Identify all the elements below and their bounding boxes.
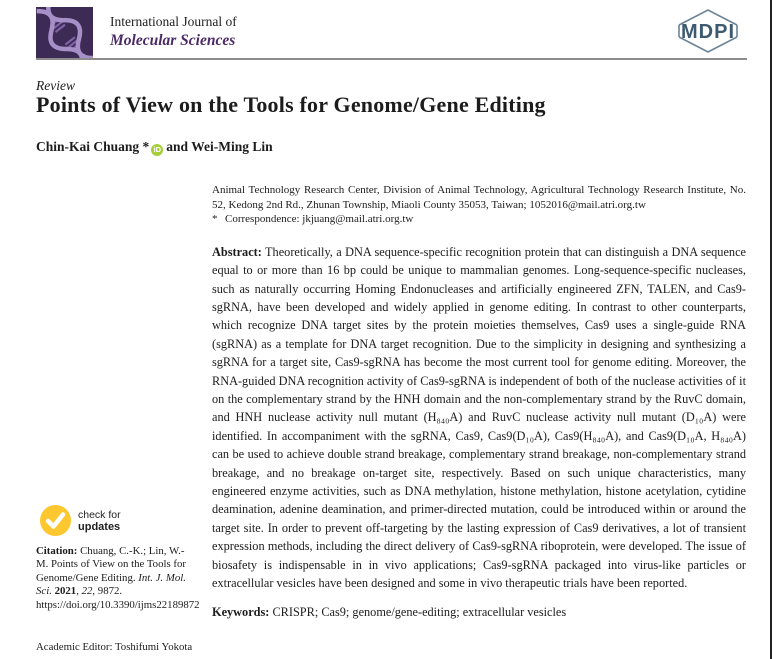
affiliation-text: Animal Technology Research Center, Division of Animal Technology, Agricultural Technology Research Institute, No. 52, Kedong 2nd Rd., Zhunan Township, Miaoli County 35053, Taiwan; 1052016@mail.atri.org.tw [212, 184, 746, 211]
journal-name [110, 14, 237, 49]
page-edge-line [770, 0, 772, 659]
mdpi-logo[interactable] [668, 6, 748, 56]
doi-link[interactable]: https://doi.org/10.3390/ijms22189872 [36, 598, 200, 611]
abstract-paragraph [212, 243, 746, 593]
keywords-label: Keywords: [212, 604, 270, 619]
journal-name-line2: Molecular Sciences [110, 31, 236, 49]
check-badge-line1: check for [78, 508, 121, 521]
abstract-text: Theoretically, a DNA sequence-specific recognition protein that can distinguish a DNA sequence equal to or more than 16 bp could be unique to mammalian genomes. Long-sequence-specific nucleases, such as naturally occurring Homing Endonucleases and artificially engineered ZFN, TALEN, and Cas9-sgRNA, have been developed and widely applied in genome editing. In contrast to other counterparts, which recognize DNA target sites by the protein moieties themselves, Cas9 uses a single-guide RNA (sgRNA) as a template for DNA target recognition. Due to the simplicity in designing and synthesizing a sgRNA for a target site, Cas9-sgRNA has become the most current tool for genome editing. Moreover, the RNA-guided DNA recognition activity of Cas9-sgRNA is independent of both of the nuclease activities of it on the complementary strand by the HNH domain and the non-complementary strand by the RuvC domain, and HNH nuclease activity null mutant (H₈₄₀A) and RuvC nuclease activity null mutant (D₁₀A) were identified. In accompaniment with the sgRNA, Cas9, Cas9(D₁₀A), Cas9(H₈₄₀A), and Cas9(D₁₀A, H₈₄₀A) can be used to achieve double strand breakage, complementary strand breakage, non-complementary strand breakage, and no breakage on-target site, respectively. Based on such unique characteristics, many engineered enzyme activities, such as DNA methylation, histone methylation, histone acetylation, cytidine deamination, adenine deamination, and primer-directed mutation, could be introduced within or around the target site. In order to prevent off-targeting by the lasting expression of Cas9 derivatives, a lot of transient expression methods, including the direct delivery of Cas9-sgRNA riboprotein, were developed. The issue of biosafety is indispensable in in vivo applications; Cas9-sgRNA packaged into virus-like particles or extracellular vesicles have been designed and some in vivo therapeutic trials have been reported. [212, 244, 746, 591]
author-2: Wei-Ming Lin [191, 139, 273, 154]
check-circle [40, 505, 71, 536]
author-joiner: and [166, 139, 189, 154]
abstract-label: Abstract: [212, 244, 262, 259]
corresponding-author-marker: * [142, 139, 150, 154]
orcid-icon[interactable]: iD [151, 144, 163, 156]
author-1: Chin-Kai Chuang [36, 139, 140, 154]
citation-block: Citation: Chuang, C.-K.; Lin, W.-M. Points of View on the Tools for Genome/Gene Editing. Int. J. Mol. Sci. 2021, 22, 9872. https://doi.org/10.3390/ijms22189872 [36, 545, 200, 611]
authors-line [36, 139, 273, 156]
academic-editor-line: Academic Editor: Toshifumi Yokota [36, 641, 193, 653]
keywords-line [212, 605, 746, 620]
check-for-updates-badge[interactable] [40, 505, 121, 536]
page-title: Points of View on the Tools for Genome/Gene Editing [36, 92, 546, 117]
article-type-label: Review [36, 78, 75, 93]
keywords-text: CRISPR; Cas9; genome/gene-editing; extracellular vesicles [272, 604, 567, 619]
mdpi-hexagon-icon [668, 6, 748, 56]
check-badge-line2: updates [78, 520, 121, 533]
correspondence-label: Correspondence: [225, 213, 300, 226]
main-column [212, 183, 746, 620]
correspondence-marker: * [212, 213, 218, 226]
journal-name-line1: International Journal of [110, 14, 237, 29]
correspondence-email-link[interactable]: jkjuang@mail.atri.org.tw [302, 213, 414, 226]
journal-logo[interactable] [36, 7, 93, 58]
correspondence-line [212, 212, 746, 227]
header-divider [36, 58, 747, 60]
check-icon [40, 505, 71, 536]
check-badge-text [78, 509, 121, 533]
mdpi-logo-text: MDPI [681, 21, 735, 43]
dna-helix-icon [36, 7, 93, 58]
